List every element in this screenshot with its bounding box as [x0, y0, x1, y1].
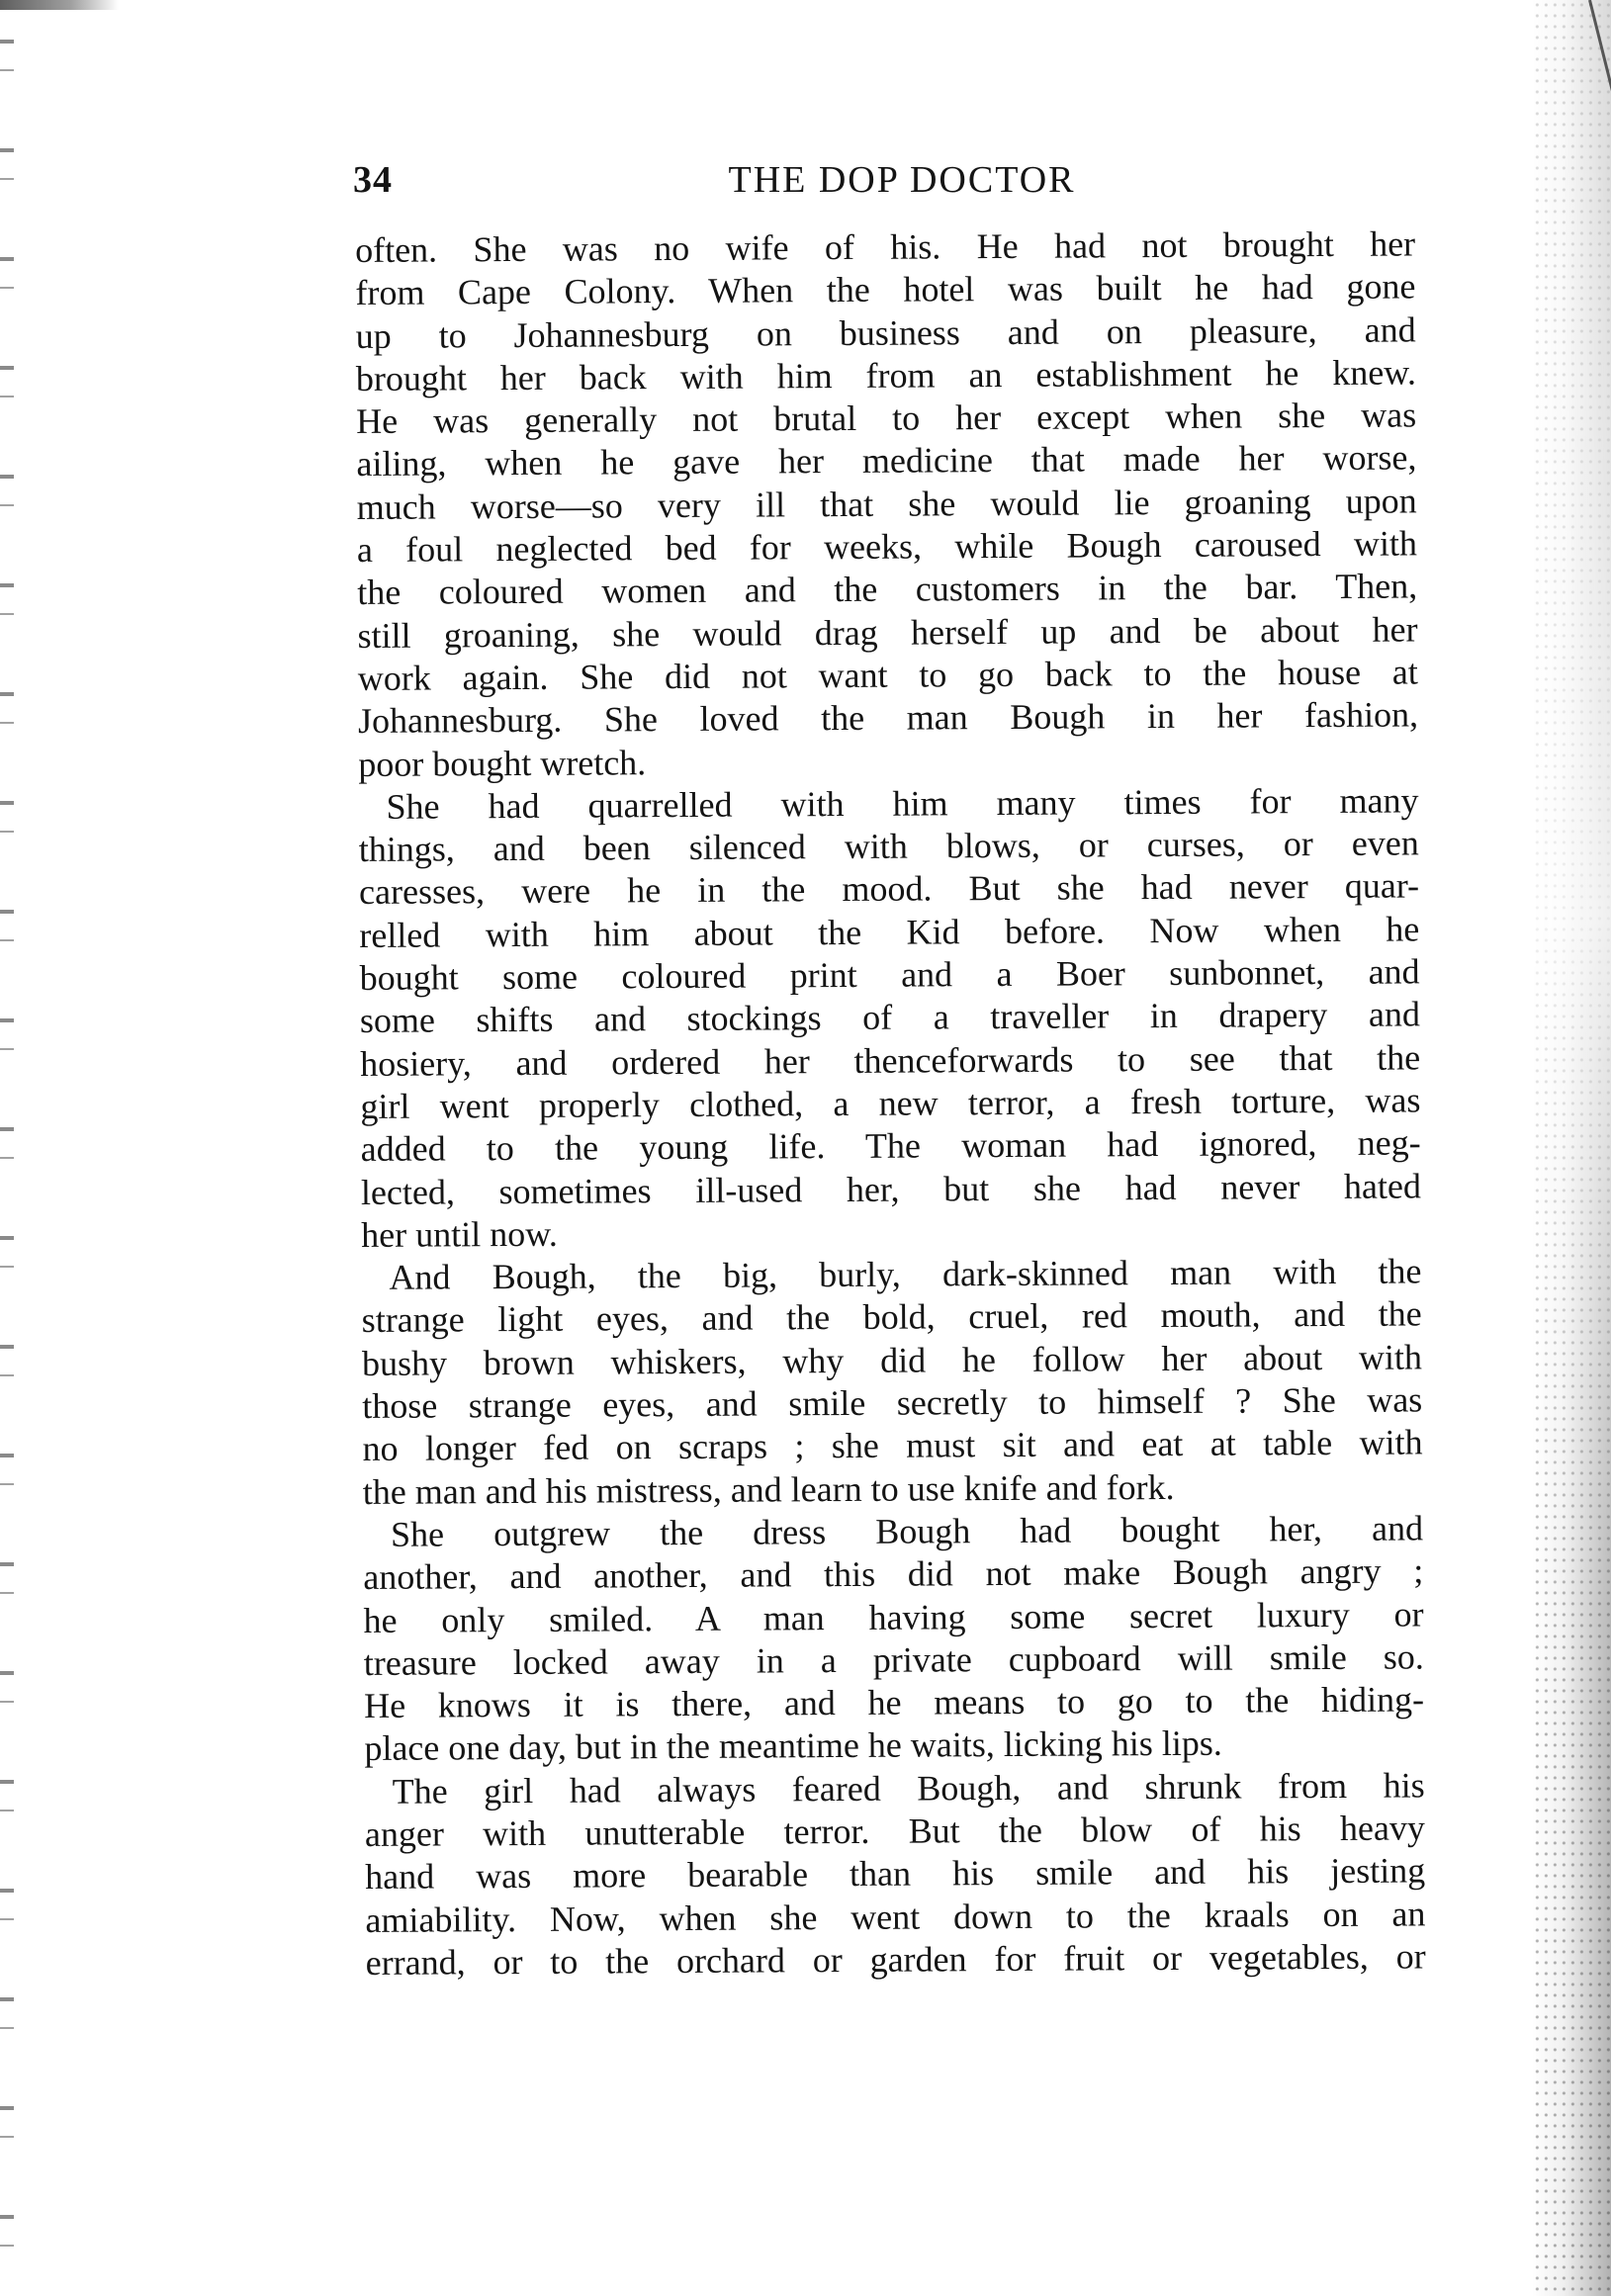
running-title: THE DOP DOCTOR [728, 159, 1076, 201]
text-line: the coloured women and the customers in the bar. Then, [357, 566, 1418, 613]
text-line: another, and another, and this did not make Bough angry ; [363, 1550, 1424, 1598]
text-line: a foul neglected bed for weeks, while Bough caroused with [356, 523, 1418, 571]
text-line: much worse—so very ill that she would lie groaning upon [356, 481, 1417, 527]
text-line: bushy brown whiskers, why did he follow her about with [361, 1337, 1423, 1383]
text-line: her until now. [361, 1213, 558, 1255]
text-line: He was generally not brutal to her except when she was [356, 395, 1417, 442]
text-line: added to the young life. The woman had ignored, neg- [360, 1122, 1421, 1170]
page-edge-right-shadow [1532, 0, 1611, 2296]
text-line: caresses, were he in the mood. But she had never quar- [358, 865, 1420, 913]
text-line: often. She was no wife of his. He had not brought her [355, 223, 1416, 270]
page-number: 34 [353, 159, 393, 201]
text-line: lected, sometimes ill-used her, but she had never hated [360, 1165, 1422, 1212]
page-edge-top [0, 0, 119, 10]
text-line: work again. She did not want to go back to the house at [357, 652, 1418, 698]
text-line: She had quarrelled with him many times for many [386, 780, 1419, 827]
text-line: ailing, when he gave her medicine that made her worse, [356, 437, 1417, 485]
text-line: he only smiled. A man having some secret luxury or [363, 1593, 1424, 1640]
page-edge-left [0, 0, 14, 2296]
text-line: bought some coloured print and a Boer sunbonnet, and [359, 951, 1420, 999]
text-line: hand was more bearable than his smile and his jesting [365, 1850, 1426, 1898]
text-line: amiability. Now, when she went down to the kraals on an [365, 1893, 1426, 1940]
text-line: those strange eyes, and smile secretly to himself ? She was [362, 1379, 1423, 1426]
text-line: the man and his mistress, and learn to use knife and fork. [362, 1466, 1175, 1512]
text-line: place one day, but in the meantime he waits, licking his lips. [364, 1723, 1222, 1769]
text-line: The girl had always feared Bough, and shrunk from his [392, 1765, 1425, 1811]
text-line: from Cape Colony. When the hotel was built he had gone [355, 266, 1416, 313]
text-line: still groaning, she would drag herself up and be about her [357, 609, 1418, 656]
text-line: some shifts and stockings of a traveller in drapery and [359, 994, 1420, 1041]
text-line: girl went properly clothed, a new terror, a fresh torture, was [360, 1080, 1421, 1126]
page-header [353, 158, 1411, 208]
text-line: And Bough, the big, burly, dark-skinned man with the [389, 1251, 1422, 1297]
body-text [355, 222, 1426, 1985]
text-line: anger with unutterable terror. But the blow of his heavy [364, 1808, 1426, 1854]
text-line: Johannesburg. She loved the man Bough in her fashion, [357, 694, 1419, 742]
text-line: She outgrew the dress Bough had bought her, and [390, 1508, 1424, 1554]
text-line: errand, or to the orchard or garden for fruit or vegetables, or [365, 1936, 1426, 1983]
text-line: relled with him about the Kid before. Now when he [359, 909, 1420, 955]
text-line: strange light eyes, and the bold, cruel, red mouth, and the [361, 1293, 1422, 1341]
text-line: poor bought wretch. [358, 742, 647, 784]
text-line: things, and been silenced with blows, or curses, or even [358, 823, 1419, 870]
text-line: treasure locked away in a private cupboard will smile so. [363, 1636, 1424, 1683]
text-line: hosiery, and ordered her thenceforwards to see that the [360, 1037, 1421, 1084]
text-line: up to Johannesburg on business and on pleasure, and [355, 309, 1416, 356]
text-line: He knows it is there, and he means to go to the hiding- [363, 1679, 1425, 1726]
text-line: brought her back with him from an establishment he knew. [355, 352, 1417, 398]
text-line: no longer fed on scraps ; she must sit and eat at table with [362, 1422, 1423, 1469]
